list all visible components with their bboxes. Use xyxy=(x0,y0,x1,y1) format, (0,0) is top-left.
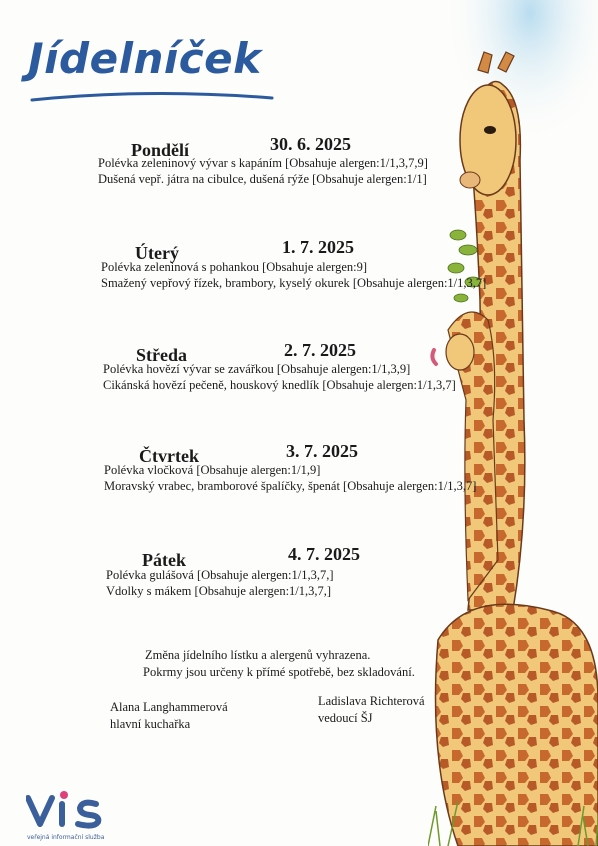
note-line: Změna jídelního lístku a alergenů vyhrazena. xyxy=(145,648,371,662)
note-line: Pokrmy jsou určeny k přímé spotřebě, bez skladování. xyxy=(143,665,415,679)
logo-brand: VIS xyxy=(26,790,28,791)
main-course-item: Smažený vepřový řízek, brambory, kyselý okurek [Obsahuje alergen:1/1,3,7] xyxy=(101,276,487,290)
signature-manager xyxy=(318,693,425,727)
soup-item: Polévka zeleninový vývar s kapáním [Obsahuje alergen:1/1,3,7,9] xyxy=(98,156,428,170)
soup-item: Polévka hovězí vývar se zavářkou [Obsahuje alergen:1/1,3,9] xyxy=(103,362,411,376)
day-name: Úterý xyxy=(135,243,179,263)
day-name: Středa xyxy=(136,345,187,365)
signature-role: hlavní kuchařka xyxy=(110,717,191,731)
menu-notes xyxy=(143,647,415,681)
day-name: Pátek xyxy=(142,550,186,570)
main-course-item: Dušená vepř. játra na cibulce, dušená rýže [Obsahuje alergen:1/1] xyxy=(98,172,427,186)
day-name: Čtvrtek xyxy=(139,446,199,466)
day-date: 4. 7. 2025 xyxy=(288,544,360,564)
signature-head-cook xyxy=(110,699,228,733)
soup-item: Polévka zeleninová s pohankou [Obsahuje alergen:9] xyxy=(101,260,368,274)
day-date: 3. 7. 2025 xyxy=(286,441,358,461)
signature-role: vedoucí ŠJ xyxy=(318,711,373,725)
giraffe-illustration xyxy=(428,0,598,846)
main-course-item: Moravský vrabec, bramborové špalíčky, špenát [Obsahuje alergen:1/1,3,7] xyxy=(104,479,477,493)
day-date: 1. 7. 2025 xyxy=(282,237,354,257)
logo-caption: veřejná informační služba xyxy=(27,834,105,841)
day-date: 30. 6. 2025 xyxy=(270,134,351,154)
day-date: 2. 7. 2025 xyxy=(284,340,356,360)
signature-name: Alana Langhammerová xyxy=(110,700,228,714)
page-title: Jídelníček xyxy=(28,34,262,83)
day-name: Pondělí xyxy=(131,140,190,160)
title-underline xyxy=(30,86,275,106)
signature-name: Ladislava Richterová xyxy=(318,694,425,708)
main-course-item: Cikánská hovězí pečeně, houskový knedlík [Obsahuje alergen:1/1,3,7] xyxy=(103,378,456,392)
soup-item: Polévka vločková [Obsahuje alergen:1/1,9] xyxy=(104,463,321,477)
main-course-item: Vdolky s mákem [Obsahuje alergen:1/1,3,7,] xyxy=(106,584,332,598)
vis-logo xyxy=(26,790,116,834)
soup-item: Polévka gulášová [Obsahuje alergen:1/1,3,7,] xyxy=(106,568,334,582)
